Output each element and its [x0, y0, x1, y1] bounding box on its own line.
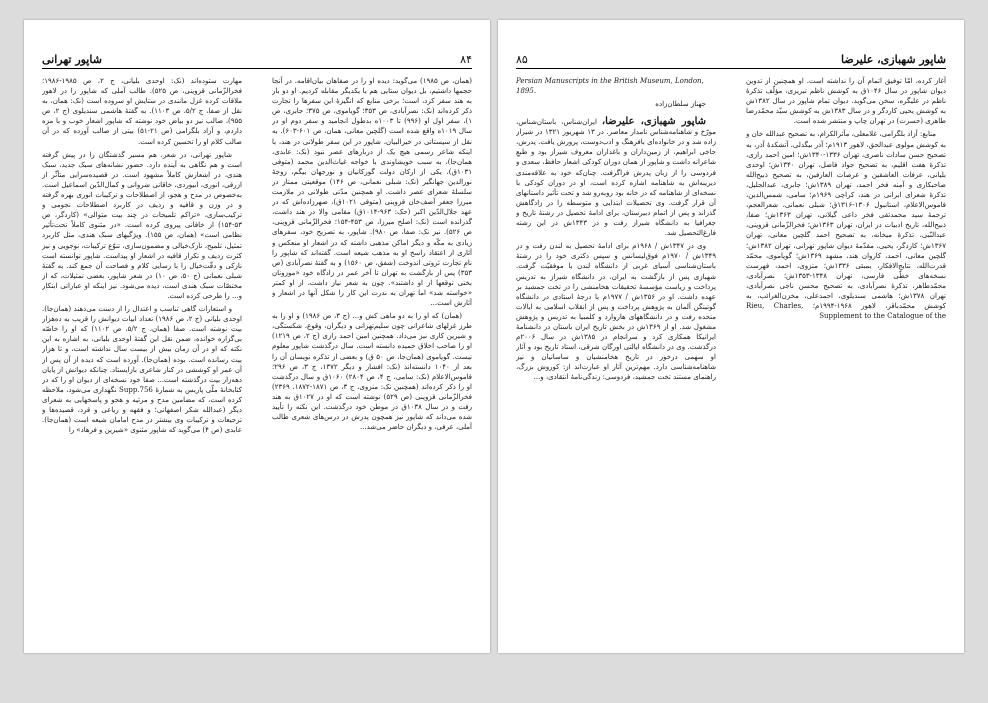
entry-title: شاپور شهبازی، علیرضا، [601, 116, 706, 128]
right-page-right-column [746, 76, 946, 625]
right-page-left-column [516, 76, 716, 625]
paragraph: (همان، ص ۱۹۸۵) می‌گوید: دیده او را در صفاهان بیان‌اقامه. در آنجا حجمها داشتیم، بل دیوان ستایی هم با یکدیگر مقابله کردیم. او دو بار به هند سفر کرد، است؛ برخی منابع که انگیزهٔ این سفرها را تجارت ذکر کرده‌اند (نک: نصرآبادی، ص ۳۵۳؛ گویاموی، ص ۳۷۵؛ جابری، ص ۱)، سفر اول او (۹۹۶) تا ۱۰۰۳ه بدطول انجامید و سفر دوم او در سال ۱۰۱۹ه واقع شده است (گلچین معانی، همان، ص ۶۰۱-۶۰۳). به نقل از سیستانی در خیرالبیان، شاپور در این سفر طولانی در هند، با اینکه شاعر رسمی هیچ یک از دربارهای عصر نبود (نک: عابدی، همان‌جا)، به سبب خویشاوندی با خواجه غیاث‌الدین محمد (متوفی ۱۰۳۱ق)، یکی از ارکان دولت گورکانیان و نورجهان بیگم، زوجهٔ نورالدین جهانگیر (نک: شبلی نعمانی، ص ۱۴۶) موقعیتی ممتاز در سلسلهٔ شعرای عصر داشت. او همچنین مدّتی طولانی در ملازمت میرزا جعفر آصف‌خان قزوینی (متوفی ۱۰۲۱ق)، صهرزاده‌اش که در عهد جلال‌الدّین اکبر (حک: ۹۶۳-۱۰۱۴ق) مقامی والا در هند داشت، گذرانده است (نک: اصلح میرزا، ص ۴۵۳-۱۵۴؛ فخرالزّمانی قزوینی، ص ۵۲۶). نیز نک: صفا، ص ۹۸۰). شاپور، به تصریح خود، سفرهای زیادی به مکّه و دیگر اماکن مذهبی داشته که در اشعار او منعکس و آثاری از اعتقاد راسخ او به مذهب شیعه است. گفته‌اند که شاپور را نامِ تجارت ثروتی اندوخت (شفق، ص ۱۵۶۰) و به گفتهٔ نصرآبادی (ص ۳۵۳) پس از بازگشت به تهران تا آخر عمر در زادگاه خود «موزونان بختی توقعها از او داشتند». چون به شعر نیاز داشت، از او کمتر «خواسته شد» اما تهران به ندرت این کار را شکل آنها در اشعار و آثارش است... [272, 77, 472, 308]
left-page-header [42, 50, 472, 69]
paragraph: (همان) که او را به دو ماهی کش و... (ج ۳، ص ۱۹۸۶) و او را به طرز غزلهای شاعرانی چون سلیم‌تهرانی و دیگران، وقوع، شکستگی، و شیرین کاری نیز می‌داد. همچنین امین احمد رازی (ج ۲، ص ۱۲۱۹) او را صاحب اخلاق حمیده دانسته است. سال درگذشت شاپور معلوم نیست. گویاموی (همان‌جا، ص ۵۰ ق) و بعضی از تذکره نویسان آن را بعد از ۱۰۴۰ دانسته‌اند (نک: افشار و دیگر ۱۳۷۲، ج ۳، ص ۲۹۶؛ قاموس‌الاعلام (نک: سامی، ج ۴، ص ۲۸۰۴) ۱۰۶۰ق و سال درگذشت او را ذکر کرده‌اند (همچنین نک: منزوی، ج ۳، ص ۱۸۷۱-۱۸۷۲، ۲۳۶۹) فخرالزّمانی قزوینی (ص ۵۲۹) نوشته است که او در ۱۰۲۷ق به هند رفت و در سال ۱۰۳۸ق در موطن خود درگذشت. این نکته را تأیید شده می‌داند که شاپور نیز همچون پدرش در درس‌های شعری طالب آملی، عرفی، و دیگران حاضر می‌شد... [272, 312, 472, 432]
left-running-title: شاپور تهرانی [42, 53, 102, 66]
paragraph: آغاز کرده، امّا توفیق اتمام آن را نداشته است. او همچنین از تدوین دیوان شاپور در سال ۱۰۴۶ق به کوشش ناظم تبریزی، مؤلّف تذکرهٔ ناظم در علیگره، سخن می‌گوید. دیوان تمام شاپور در سال ۱۳۸۲ش به کوشش یحیی کاردگر و در سال ۱۳۸۳ش به کوشش سیّد محمّدرضا طاهری (حسرت) در تهران چاپ و منتشر شده است. [746, 77, 946, 126]
right-running-title: شاپور شهبازی، علیرضا [841, 53, 946, 66]
entry-text: ایران‌شناس، باستان‌شناس، مورّخ و شاهنامه‌شناس نامدار معاصر. در ۱۳ شهریور ۱۳۲۱ در شیراز زاده شد و در خانواده‌ای بافرهنگ و ادب‌دوست، پرورش یافت. پدرش، حاجی ابراهیم، از زمین‌داران و باغداران معروف شیراز بود و طبعِ شاعرانه داشت و شاپور از همان دوران کودکی اشعار حافظ، سعدی و فردوسی را از زبان پدرش فراگرفت. چنان‌که خود به علاقه‌مندی دیرینه‌اش به شاهنامه اشاره کرده است، او در دوران کودکی با نسخه‌ای از شاهنامه که در خانه بود روبه‌رو شد و تحت تأثیر داستانهای آن قرار گرفت. وی تحصیلات ابتدایی و متوسطه را در زادگاهش گذراند و پس از اتمام دبیرستان، برای ادامهٔ تحصیل در رشتهٔ تاریخ و جغرافیا به دانشگاه شیراز رفت و در ۱۳۴۳ش در این رشته فارغ‌التحصیل شد. [516, 118, 716, 238]
right-page-number: ۸۵ [516, 53, 528, 66]
paragraph: شاپور تهرانی، در شعر، هم مسیر گذشتگان را در پیش گرفته است و هم نگاهی به آینده دارد. حضور نشانه‌های سبک جدید، سبک هندی، در اشعارش کاملاً مشهود است. در قصیده‌سرایی متأثّر از ازرقی، انوری، ابیوردی، خاقانی شروانی و کمال‌الدّین اسماعیل است. به‌خصوص در مدح و هجو، از اصطلاحات و ترکیبات انوری بهره گرفته و در وزن و قافیه و ردیف در کاربرد اصطلاحات نجومی و ترکیب‌سازی، «تراکم تلمیحات در چند بیت متوالی» (کاردگر، ص ۵۳-۱۵۴) از خاقانی پیروی کرده است. «در مثنوی کاملاً تحت‌تأثیر نظامی است» (همان، ص ۱۵۵). ویژگیهای سبک هندی، مثل کاربرد تمثیل، تلمیح، نازک‌خیالی و مضمون‌سازی، تنوّع ترکیبات، نوجویی و نیز کثرت ردیف و تکرار قافیه در اشعار او پیداست. شاپور توانسته است نازکی و دقّت‌خیال را با رسایی کلام و فصاحت آن جمع کند. به گفتهٔ شبلی نعمانی (ج ۵۰، ص ۱۰) در شعر شاپور، بعضی تمثیلات، که از مختصّات سبک هندی است، دیده می‌شود. نیز اینکه او عباراتی ابتکار و... را طرحی کرده است. [42, 150, 242, 300]
paragraph: و استعارات گاهی تناسب و اعتدال را از دست می‌دهند (همان‌جا). اوحدی بلیانی (ج ۲، ص ۱۹۸۶) تعداد ابیات دیوانش را قریب به ده‌هزار بیت نوشته است. صفا (همان، ج ۵/۲، ص ۱۱۰۲) که او را خاصّه بی‌گزاره خوانده، ضمن نقل این گفتهٔ اوحدی بلیانی، به اشاره به این نکته که او در آن زمان بیش از بیست سال نداشته است، و تا هزار بیت رسانده است. بوده (همان‌جا). آورده است که دیده از آن پس از آن عمر او کوششی در کنار شاعری بازایستاد. چنانکه دیوانش از پایان دهه‌زار بیت درگذشته است... صفا خود نسخه‌ای از دیوان او را که در کتابخانهٔ ملّی پاریس به شمارهٔ Supp.756 نگهداری می‌شود، ملاحظه کرده است، که مضامین مدح و مرثیه و هجو و پاسخهایی به شعرای دیگر (عبدالله شکر اصفهانی؛ و فقهه و ریاعی و قرد، قصیده‌ها و ترجیعات و ترکیبات وی بیشتر در مدح امامان شیعه است (همان‌جا). عابدی (ص ۴) می‌گوید که شاپور مثنوی «شیرین و فرهاد» را [42, 305, 242, 435]
right-page [498, 20, 964, 653]
paragraph: وی در ۱۳۴۷ش / ۱۹۶۸م برای ادامهٔ تحصیل به لندن رفت و در ۱۳۴۹ش / ۱۹۷۰م فوق‌لیسانس و سپس دکتری خود را در رشتهٔ باستان‌شناسی آسیای غربی از دانشگاه لندن با موفقیّت گرفت. شهبازی پس از بازگشت به ایران، در دانشگاه شیراز به تدریس پرداخت و ریاست مؤسسهٔ تحقیقات هخامنشی را در تخت جمشید بر عهده داشت. او در ۱۳۵۶ش / ۱۹۷۷م با درجهٔ استادی در دانشگاه گوتینگن آلمان به پژوهش پرداخت و پس از انقلاب اسلامی به ایالات متحده رفت و در دانشگاههای هاروارد و کلمبیا به تدریس و پژوهش مشغول شد. او از ۱۳۶۹ش در بخش تاریخ ایران باستان در دانشنامهٔ ایرانیکا همکاری کرد و سرانجام در ۱۳۸۵ش در سال ۲۰۰۶م درگذشت. وی در دانشگاه ایالتی اورگان شرقی، استاد تاریخ بود و آثار او سهمی درخور در تاریخ هخامنشیان و ساسانیان و نیز شاهنامه‌شناسی دارد. مهم‌ترین آثار او عبارت‌اند از: کوروش بزرگ، راهنمای مستند تخت جمشید، فردوسی: زندگی‌نامهٔ انتقادی، و... [516, 242, 716, 382]
entry-paragraph [516, 117, 716, 238]
left-page-right-column [272, 76, 472, 625]
bibliography-paragraph: منابع: آزاد بلگرامی، غلامعلی، مآثرالکرام، به تصحیح عبدالله خان و به کوشش مولوی عبدالحق، لاهور ۱۹۱۳م؛ آذر بیگدلی، آتشکدهٔ آذر، به تصحیح حسن سادات ناصری، تهران ۱۳۳۶-۱۳۴۰ش؛ امین احمد رازی، تذکرهٔ هفت اقلیم، به تصحیح جواد فاضل، تهران ۱۳۴۰ش؛ اوحدی بلیانی، عرفات العاشقین و عرصات العارفین، به تصحیح ذبیح‌الله صاحبکاری و آمنه فخر احمد، تهران ۱۳۸۹ش؛ جابری، عبدالجلیل، تذکرهٔ شعرای ایرانی در هند، کراچی ۱۹۶۹م؛ سامی، شمس‌الدین، قاموس‌الاعلام، استانبول ۱۳۰۶-۱۳۱۶ق؛ شبلی نعمانی، شعرالعجم، ترجمهٔ سید محمدتقی فخر داعی گیلانی، تهران ۱۳۶۳ش؛ صفا، ذبیح‌الله، تاریخ ادبیات در ایران، تهران ۱۳۶۳ش؛ فخرالزّمانی قزوینی، عبدالنّبی، تذکرهٔ میخانه، به تصحیح احمد گلچین معانی، تهران ۱۳۶۷ش؛ کاردگر، یحیی، مقدّمهٔ دیوان شاپور تهرانی، تهران ۱۳۸۲ش؛ گلچین معانی، احمد، کاروان هند، مشهد ۱۳۶۹ش؛ گویاموی، محمّد قدرت‌الله، نتایج‌الافکار، بمبئی ۱۳۳۶ش؛ منزوی، احمد، فهرست نسخه‌های خطّی فارسی، تهران ۱۳۴۸-۱۳۵۳ش؛ نصرآبادی، محمّدطاهر، تذکرهٔ نصرآبادی، به تصحیح محسن ناجی نصرآبادی، تهران ۱۳۷۸ش؛ هاشمی سندیلوی، احمدعلی، مخزن‌الغرائب، به کوشش محمّدباقر، لاهور ۱۹۶۸-۱۹۹۴م؛ Rieu, Charles, Supplement to the Catalogue of the [746, 130, 946, 321]
left-page-left-column [42, 76, 242, 625]
left-page [24, 20, 490, 653]
author-signature: جهناز سلطان‌زاده [655, 100, 706, 108]
left-page-number: ۸۴ [460, 53, 472, 66]
right-page-header [516, 50, 946, 69]
paragraph: مهارت ستوده‌اند (نک: اوحدی بلیانی، ج ۲، ص ۱۹۸۵-۱۹۸۶؛ فخرالزّمانی قزوینی، ص ۵۲۵). طالب آملی که شاپور را در لاهور ملاقات کرده غزل مانندی در ستایش او سروده است (نک: همان، به نقل از صفا، ج ۵/۲، ص ۱۱۰۳). به گفتهٔ هاشمی سندیلوی (ج ۲، ص ۹۵۵)، صالب نیز دو بیاض خود نوشته که شاپور اشعار خوب و با مزه داردم، و آزاد بلگرامی (ص ۲۱-۵۱) بیتی از صالب آورده که در آن صالب کلام او را تحسین کرده است. [42, 77, 242, 146]
latin-reference: Persian Manuscripts in the British Museum, London, 1895. [516, 77, 704, 95]
